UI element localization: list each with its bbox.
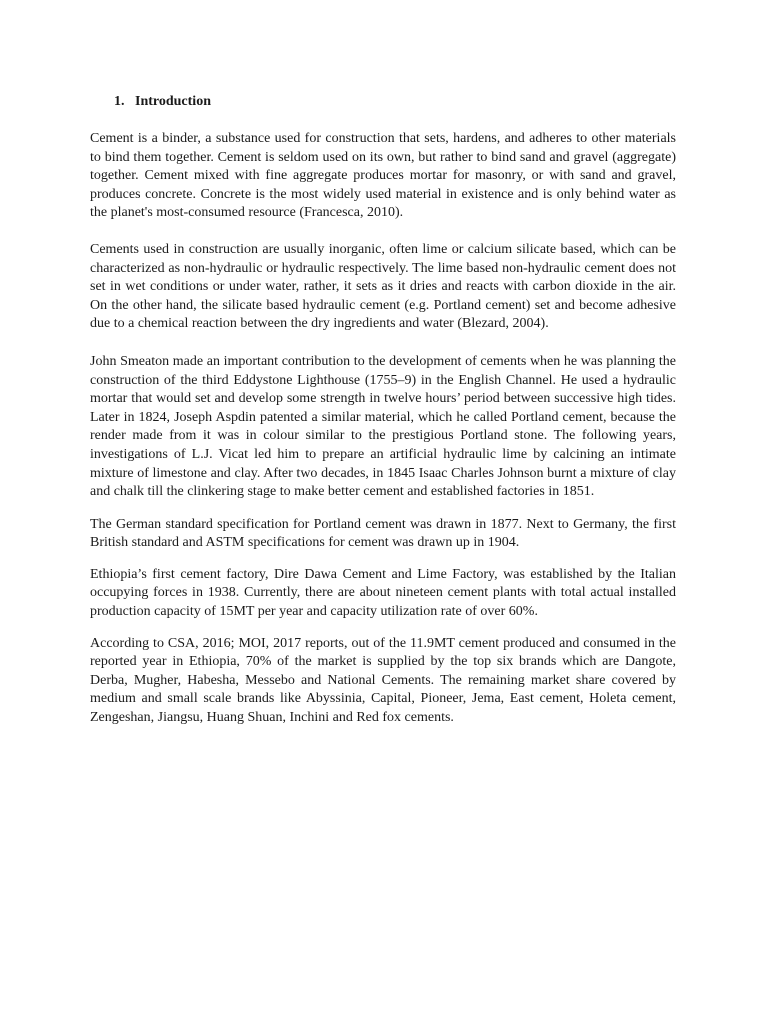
paragraph-ethiopia-factory: Ethiopia’s first cement factory, Dire Dawa Cement and Lime Factory, was established by the Italian occupying forces in 1938. Currently, there are about nineteen cement plants with total actual installed production capacity of 15MT per year and capacity utilization rate of over 60%. xyxy=(90,566,676,620)
section-number: 1. xyxy=(114,94,125,109)
paragraph-cement-definition: Cement is a binder, a substance used for construction that sets, hardens, and adheres to other materials to bind them together. Cement is seldom used on its own, but rather to bind sand and gravel (aggregate) together. Cement mixed with fine aggregate produces mortar for masonry, or with sand and gravel, produces concrete. Concrete is the most widely used material in existence and is only behind water as the planet's most-consumed resource (Francesca, 2010). xyxy=(90,131,676,221)
section-title: Introduction xyxy=(135,94,211,109)
document-body xyxy=(90,130,676,728)
section-heading xyxy=(114,93,211,111)
paragraph-standards: The German standard specification for Portland cement was drawn in 1877. Next to Germany, the first British standard and ASTM specifications for cement was drawn up in 1904. xyxy=(90,516,676,551)
paragraph-cement-types: Cements used in construction are usually inorganic, often lime or calcium silicate based, which can be characterized as non-hydraulic or hydraulic respectively. The lime based non-hydraulic cement does not set in wet conditions or under water, rather, it sets as it dries and reacts with carbon dioxide in the air. On the other hand, the silicate based hydraulic cement (e.g. Portland cement) set and become adhesive due to a chemical reaction between the dry ingredients and water (Blezard, 2004). xyxy=(90,241,676,332)
paragraph-market-share: According to CSA, 2016; MOI, 2017 reports, out of the 11.9MT cement produced and consumed in the reported year in Ethiopia, 70% of the market is supplied by the top six brands which are Dangote, Derba, Mugher, Habesha, Messebo and National Cements. The remaining market share covered by medium and small scale brands like Abyssinia, Capital, Pioneer, Jema, East cement, Holeta cement, Zengeshan, Jiangsu, Huang Shuan, Inchini and Red fox cements. xyxy=(90,635,676,726)
paragraph-cement-history: John Smeaton made an important contribution to the development of cements when he was planning the construction of the third Eddystone Lighthouse (1755–9) in the English Channel. He used a hydraulic mortar that would set and develop some strength in twelve hours’ period between successive high tides. Later in 1824, Joseph Aspdin patented a similar material, which he called Portland cement, because the render made from it was in colour similar to the prestigious Portland stone. The following years, investigations of L.J. Vicat led him to prepare an artificial hydraulic lime by calcining an intimate mixture of limestone and clay. After two decades, in 1845 Isaac Charles Johnson burnt a mixture of clay and chalk till the clinkering stage to make better cement and established factories in 1851. xyxy=(90,353,676,500)
